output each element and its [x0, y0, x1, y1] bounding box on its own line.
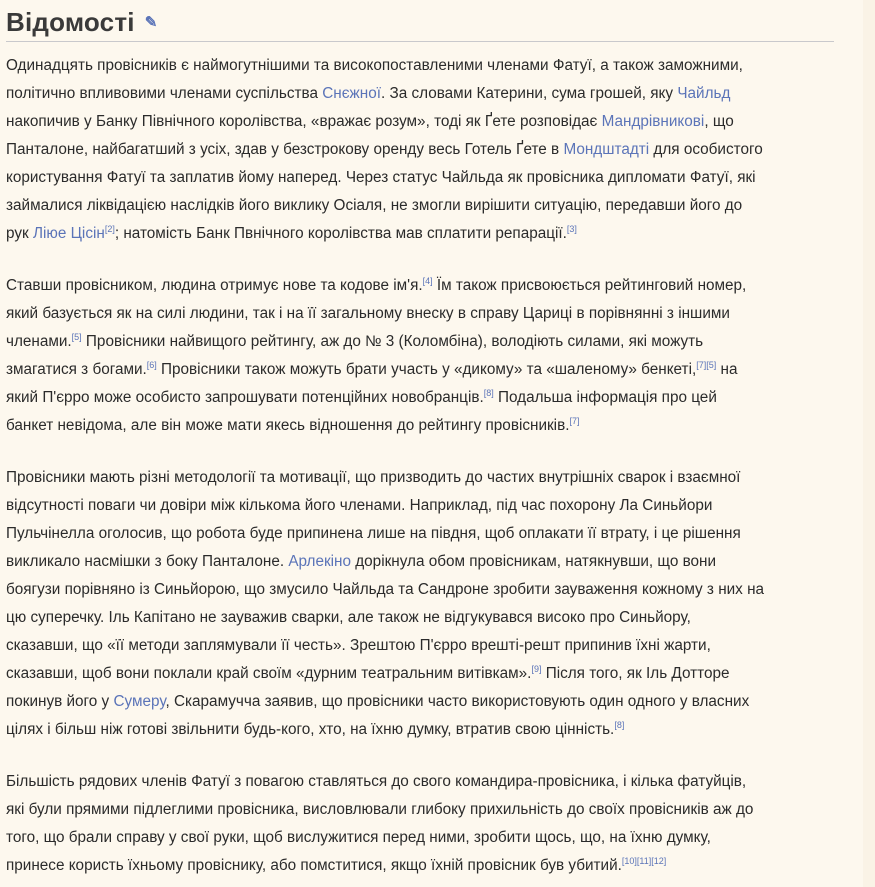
- text-line: [6, 464, 836, 492]
- reference-sup: [423, 276, 433, 286]
- text: сказавши, щоб вони поклали край своїм «дурним театральним витівкам».: [6, 665, 532, 682]
- reference-link[interactable]: [6]: [146, 359, 157, 370]
- reference-sup: [72, 332, 82, 342]
- text: , що: [704, 113, 734, 130]
- reference-link[interactable]: [12]: [651, 855, 667, 866]
- text: банкет невідома, але він може мати якесь відношення до рейтингу провісників.: [6, 417, 570, 434]
- text-line: [6, 192, 836, 220]
- text-line: [6, 272, 836, 300]
- text-line: [6, 632, 836, 660]
- text-line: [6, 716, 836, 744]
- reference-sup: [531, 664, 541, 674]
- reference-link[interactable]: [11]: [636, 855, 652, 866]
- text-line: [6, 768, 836, 796]
- text-line: [6, 688, 836, 716]
- text: політично впливовими членами суспільства: [6, 85, 323, 102]
- reference-sup: [105, 224, 115, 234]
- text-line: [6, 660, 836, 688]
- paragraph: [6, 272, 836, 440]
- text: Пульчінелла оголосив, що робота буде припинена лише на півдня, щоб оплакати її втрату, і це рішення: [6, 525, 741, 542]
- reference-sup: [637, 856, 651, 866]
- text: займалися ліквідацією наслідків його виклику Осіаля, не змогли вирішити ситуацію, передавши його до: [6, 197, 743, 214]
- text: боягузи порівняно із Синьйорою, що змусило Чайльда та Сандроне зробити зауваження кожному з них на: [6, 581, 765, 598]
- text: для особистого: [649, 141, 763, 158]
- heading-divider: [6, 41, 834, 42]
- text: ; натомість Банк Пвнічного королівства мав сплатити репарації.: [114, 225, 567, 242]
- pencil-icon[interactable]: ✎: [144, 14, 158, 31]
- reference-link[interactable]: [3]: [566, 223, 577, 234]
- text-line: [6, 852, 836, 880]
- reference-sup: [569, 416, 579, 426]
- page-edge: [863, 0, 875, 887]
- section-title: Відомості: [6, 6, 135, 37]
- wiki-link[interactable]: Мондштадті: [563, 141, 650, 158]
- text: покинув його у: [6, 693, 114, 710]
- reference-sup: [567, 224, 577, 234]
- text: Подальша інформація про цей: [493, 389, 717, 406]
- text-line: [6, 384, 836, 412]
- text: цілях і більш ніж готові звільнити будь-кого, хто, на їхню думку, втратив свою цінність.: [6, 721, 615, 738]
- text-line: [6, 492, 836, 520]
- text: який П'єрро може особисто запрошувати потенційних новобранців.: [6, 389, 484, 406]
- text: змагатися з богами.: [6, 361, 147, 378]
- text-line: [6, 108, 836, 136]
- reference-link[interactable]: [8]: [483, 387, 494, 398]
- text: користування Фатуї та заплатив йому наперед. Через статус Чайльда як провісника дипломати Фатуї, які: [6, 169, 756, 186]
- reference-sup: [622, 856, 637, 866]
- text-line: [6, 220, 836, 248]
- text-line: [6, 796, 836, 824]
- paragraph: [6, 52, 836, 248]
- wiki-link[interactable]: Снєжної: [322, 85, 381, 102]
- reference-link[interactable]: [7]: [569, 415, 580, 426]
- text-line: [6, 824, 836, 852]
- text-line: [6, 300, 836, 328]
- text: Ставши провісником, людина отримує нове та кодове ім'я.: [6, 277, 423, 294]
- text: дорікнула обом провісникам, натякнувши, що вони: [351, 553, 717, 570]
- text-line: [6, 356, 836, 384]
- text-line: [6, 80, 836, 108]
- wiki-link[interactable]: Мандрівникові: [601, 113, 705, 130]
- text: . За словами Катерини, сума грошей, яку: [380, 85, 678, 102]
- text: Їм також присвоюється рейтинговий номер,: [432, 277, 747, 294]
- reference-link[interactable]: [5]: [71, 331, 82, 342]
- wiki-link[interactable]: Ліюе Цісін: [32, 225, 105, 242]
- reference-sup: [484, 388, 494, 398]
- text: Провісники також можуть брати участь у «дикому» та «шаленому» бенкеті,: [156, 361, 697, 378]
- text: принесе користь їхньому провіснику, або помститися, якщо їхній провісник був убитий.: [6, 857, 622, 874]
- text-line: [6, 412, 836, 440]
- text-line: [6, 164, 836, 192]
- text-line: [6, 136, 836, 164]
- text: Провісники найвищого рейтингу, аж до № 3 (Коломбіна), володіють силами, які можуть: [81, 333, 704, 350]
- section-heading: [6, 0, 836, 40]
- text: Більшість рядових членів Фатуї з повагою ставляться до свого командира-провісника, і кілька фатуйців,: [6, 773, 747, 790]
- article-section: [6, 0, 836, 880]
- text: відсутності поваги чи довіри між кількома його членами. Наприклад, під час похорону Ла Синьйори: [6, 497, 713, 514]
- reference-sup: [706, 360, 716, 370]
- text: Одинадцять провісників є наймогутнішими та високопоставленими членами Фатуї, а також заможними,: [6, 57, 743, 74]
- text: на: [716, 361, 738, 378]
- text-line: [6, 576, 836, 604]
- reference-sup: [651, 856, 666, 866]
- text-line: [6, 328, 836, 356]
- text: Панталоне, найбагатший з усіх, здав у безстрокову оренду весь Готель Ґете в: [6, 141, 564, 158]
- text: того, що брали справу у свої руки, щоб вислужитися перед ними, зробити щось, що, на їхню думку,: [6, 829, 711, 846]
- reference-link[interactable]: [9]: [531, 663, 542, 674]
- wiki-link[interactable]: Сумеру: [113, 693, 166, 710]
- reference-link[interactable]: [4]: [422, 275, 433, 286]
- text: Після того, як Іль Дотторе: [541, 665, 730, 682]
- text: рук: [6, 225, 33, 242]
- text: , Скарамучча заявив, що провісники часто використовують один одного у власних: [165, 693, 750, 710]
- reference-sup: [696, 360, 706, 370]
- text: членами.: [6, 333, 72, 350]
- reference-sup: [147, 360, 157, 370]
- text: який базується як на силі людини, так і на її загальному внеску в справу Цариці в порівнянні з іншими: [6, 305, 730, 322]
- text-line: [6, 548, 836, 576]
- wiki-link[interactable]: Арлекіно: [288, 553, 351, 570]
- reference-sup: [614, 720, 624, 730]
- text: накопичив у Банку Північного королівства, «вражає розум», тоді як Ґете розповідає: [6, 113, 602, 130]
- section-body: [6, 52, 836, 880]
- reference-link[interactable]: [7]: [696, 359, 707, 370]
- paragraph: [6, 464, 836, 744]
- text: сказавши, що «її методи заплямували її честь». Зрештою П'єрро врешті-решт припинив їхні жарти,: [6, 637, 711, 654]
- reference-link[interactable]: [10]: [621, 855, 637, 866]
- text: цю суперечку. Іль Капітано не зауважив сварки, але також не відгукувався високо про Синьйору,: [6, 609, 691, 626]
- reference-link[interactable]: [8]: [614, 719, 625, 730]
- text-line: [6, 604, 836, 632]
- text-line: [6, 520, 836, 548]
- text: які були прямими підлеглими провісника, висловлювали глибоку прихильність до своїх провісників аж до: [6, 801, 754, 818]
- reference-link[interactable]: [5]: [706, 359, 717, 370]
- text: Провісники мають різні методології та мотивації, що призводить до частих внутрішніх сварок і взаємної: [6, 469, 741, 486]
- text-line: [6, 52, 836, 80]
- reference-link[interactable]: [2]: [104, 223, 115, 234]
- paragraph: [6, 768, 836, 880]
- wiki-link[interactable]: Чайльд: [677, 85, 731, 102]
- text: викликало насмішки з боку Панталоне.: [6, 553, 289, 570]
